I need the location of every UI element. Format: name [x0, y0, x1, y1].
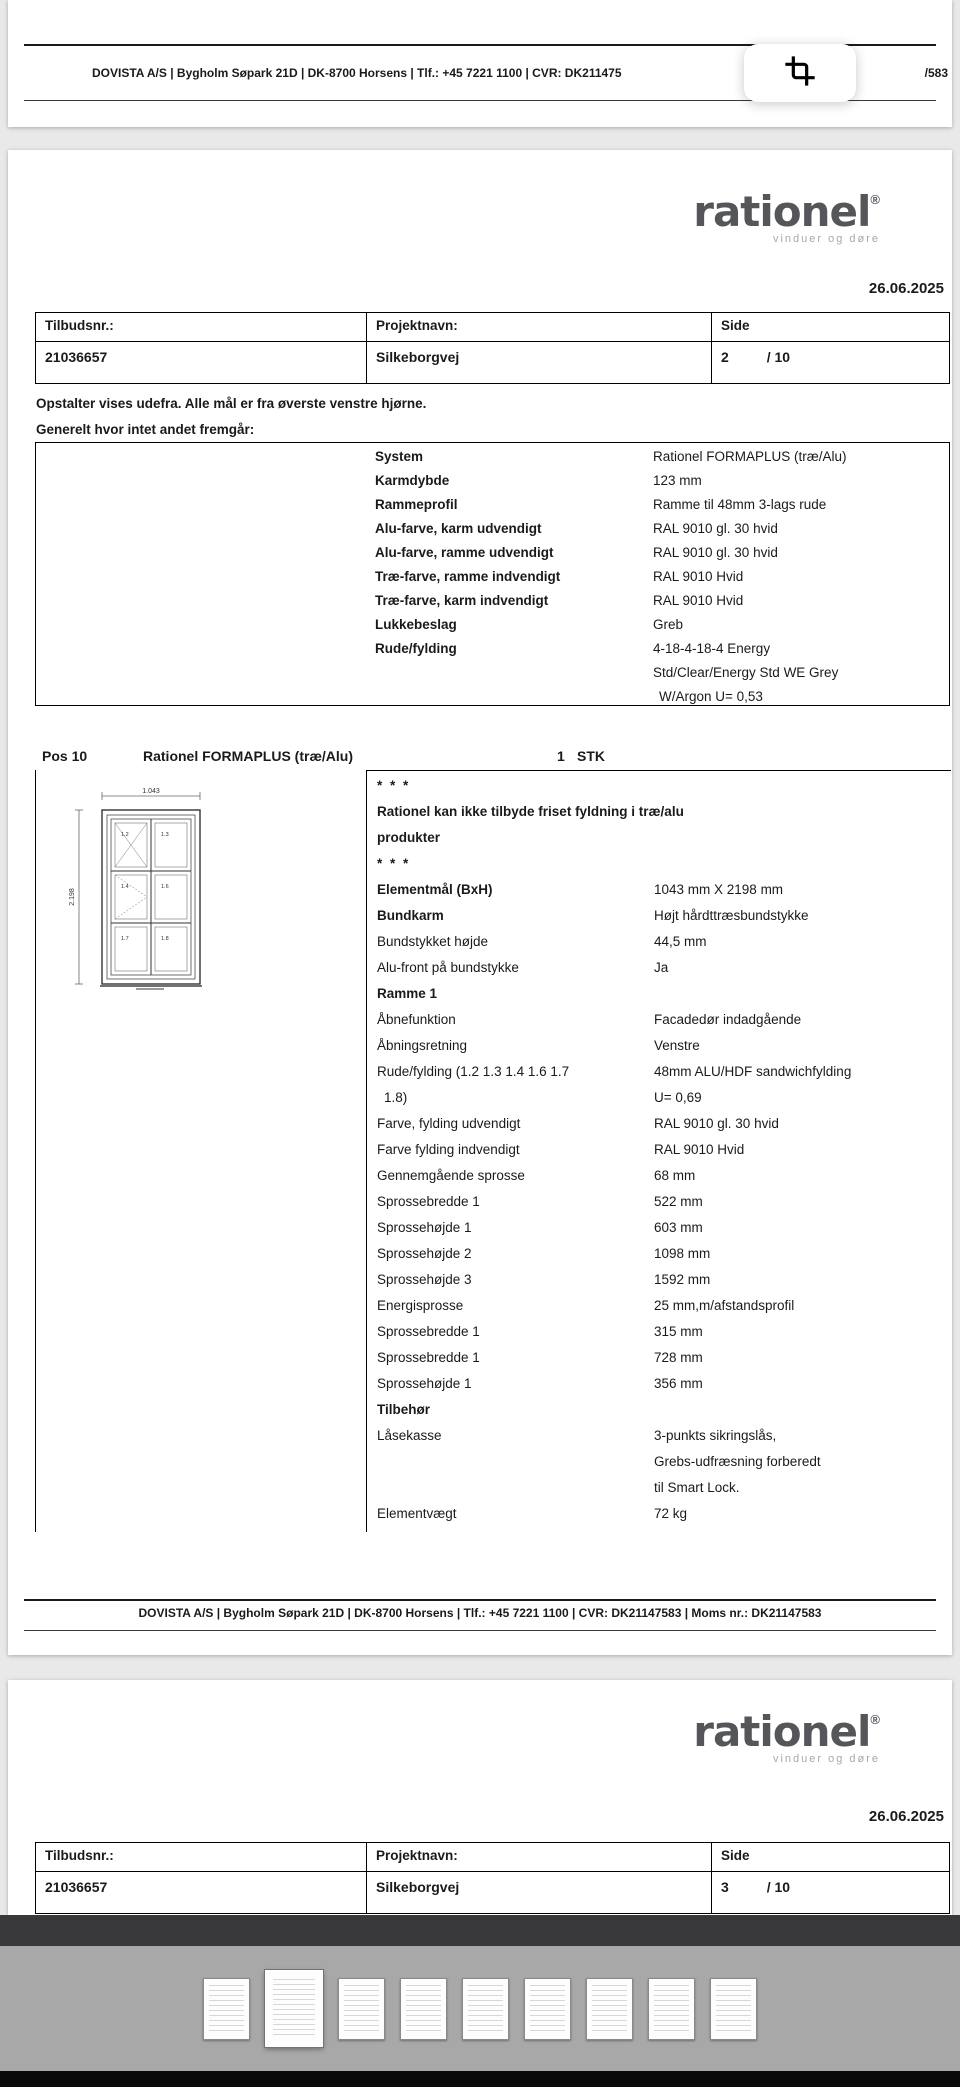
thumbnail-panel-divider	[0, 1915, 960, 1946]
detail-value: Facadedør indadgående	[654, 1012, 802, 1027]
spec-row	[36, 569, 949, 593]
spec-row	[36, 449, 949, 473]
spec-label: Træ-farve, karm indvendigt	[375, 593, 549, 608]
detail-label: Ramme 1	[377, 986, 438, 1001]
label-projektnavn: Projektnavn:	[366, 1843, 711, 1871]
spec-label: Alu-farve, ramme udvendigt	[375, 545, 554, 560]
detail-label: Låsekasse	[377, 1428, 442, 1443]
info-table-header-row	[36, 1843, 949, 1872]
footer-rule-bottom	[24, 1630, 936, 1631]
spec-value: RAL 9010 gl. 30 hvid	[653, 521, 778, 536]
page1-footer-tail: /583	[924, 66, 948, 80]
thumbnail-preview	[530, 1985, 565, 2031]
detail-label: Åbnefunktion	[377, 1012, 456, 1027]
detail-row	[377, 1428, 951, 1454]
warning-line-2: produkter	[377, 830, 441, 845]
thumbnail-page-7[interactable]	[586, 1978, 633, 2040]
spec-row	[36, 641, 949, 665]
label-tilbudsnr: Tilbudsnr.:	[45, 318, 114, 333]
detail-label: Sprossehøjde 2	[377, 1246, 472, 1261]
projektnavn-value: Silkeborgvej	[366, 342, 711, 383]
detail-row	[377, 960, 951, 986]
spec-value: Greb	[653, 617, 684, 632]
detail-label: Sprossehøjde 3	[377, 1272, 472, 1287]
position-header	[8, 748, 952, 770]
info-table-value-row	[36, 1872, 949, 1913]
crop-button[interactable]	[744, 44, 856, 102]
detail-row	[377, 1272, 951, 1298]
pdf-page-2	[8, 150, 952, 1655]
logo-tagline: vinduer og døre	[772, 1752, 880, 1765]
thumbnail-preview	[344, 1985, 379, 2031]
detail-value: 25 mm,m/afstandsprofil	[654, 1298, 795, 1313]
offer-info-table	[35, 312, 950, 384]
document-date: 26.06.2025	[868, 280, 944, 297]
spec-label: Karmdybde	[375, 473, 450, 488]
detail-row	[377, 1064, 951, 1090]
side-page-number: 2	[721, 349, 729, 365]
detail-value: Venstre	[654, 1038, 700, 1053]
pane-label: 1.8	[161, 936, 169, 942]
stars-separator: * * *	[377, 856, 411, 871]
rationel-logo	[693, 1707, 880, 1765]
pane-label: 1.3	[161, 832, 169, 838]
detail-label: Bundstykket højde	[377, 934, 489, 949]
thumbnail-preview	[592, 1985, 627, 2031]
detail-label: Bundkarm	[377, 908, 444, 923]
detail-row	[377, 986, 951, 1012]
drawing-width-label: 1.043	[142, 788, 160, 795]
detail-value: 72 kg	[654, 1506, 688, 1521]
side-value	[711, 1872, 949, 1913]
detail-label: Elementmål (BxH)	[377, 882, 493, 897]
label-projektnavn: Projektnavn:	[366, 313, 711, 341]
detail-value: 48mm ALU/HDF sandwichfylding	[654, 1064, 852, 1079]
thumbnail-page-6[interactable]	[524, 1978, 571, 2040]
pdf-page-3	[8, 1680, 952, 1915]
detail-row	[377, 1038, 951, 1064]
bottom-bar	[0, 2071, 960, 2087]
label-side: Side	[711, 1843, 949, 1871]
spec-value: 123 mm	[653, 473, 702, 488]
detail-value: 728 mm	[654, 1350, 703, 1365]
pane-label: 1.6	[161, 884, 169, 890]
detail-value: U= 0,69	[654, 1090, 702, 1105]
thumbnail-page-5[interactable]	[462, 1978, 509, 2040]
detail-value: 522 mm	[654, 1194, 703, 1209]
side-total: / 10	[766, 349, 791, 365]
drawing-height-label: 2.198	[69, 888, 76, 906]
detail-value: 1098 mm	[654, 1246, 711, 1261]
detail-label: Farve, fylding udvendigt	[377, 1116, 521, 1131]
tilbudsnr-value: 21036657	[45, 349, 108, 365]
detail-row	[377, 1246, 951, 1272]
detail-label: 1.8)	[384, 1090, 408, 1105]
offer-info-table	[35, 1842, 950, 1914]
detail-value: 603 mm	[654, 1220, 703, 1235]
registered-mark: ®	[870, 192, 880, 207]
thumbnail-page-4[interactable]	[400, 1978, 447, 2040]
position-qty: 1	[557, 748, 565, 764]
detail-label: Tilbehør	[377, 1402, 431, 1417]
detail-label: Gennemgående sprosse	[377, 1168, 525, 1183]
side-value	[711, 342, 949, 383]
spec-label: System	[375, 449, 424, 464]
logo-tagline: vinduer og døre	[772, 232, 880, 245]
spec-value: Rationel FORMAPLUS (træ/Alu)	[653, 449, 847, 464]
spec-label: Træ-farve, ramme indvendigt	[375, 569, 561, 584]
detail-row	[377, 1194, 951, 1220]
label-tilbudsnr: Tilbudsnr.:	[45, 1848, 114, 1863]
detail-row	[377, 1350, 951, 1376]
detail-label: Sprossebredde 1	[377, 1324, 480, 1339]
detail-row	[377, 1376, 951, 1402]
detail-value: Grebs-udfræsning forberedt	[654, 1454, 821, 1469]
detail-label: Farve fylding indvendigt	[377, 1142, 520, 1157]
detail-value: RAL 9010 Hvid	[654, 1142, 745, 1157]
position-title: Rationel FORMAPLUS (træ/Alu)	[143, 748, 353, 764]
spec-row	[36, 473, 949, 497]
detail-value: 1043 mm X 2198 mm	[654, 882, 784, 897]
label-side: Side	[711, 313, 949, 341]
detail-value: RAL 9010 gl. 30 hvid	[654, 1116, 779, 1131]
spec-value: W/Argon U= 0,53	[659, 689, 763, 704]
stars-separator: * * *	[377, 778, 411, 793]
detail-label: Elementvægt	[377, 1506, 457, 1521]
spec-row-continuation	[36, 689, 949, 713]
detail-row	[377, 1090, 951, 1116]
spec-value: Std/Clear/Energy Std WE Grey	[653, 665, 839, 680]
spec-value: RAL 9010 gl. 30 hvid	[653, 545, 778, 560]
thumbnail-page-1[interactable]	[203, 1978, 250, 2040]
detail-value: Ja	[654, 960, 669, 975]
spec-value: Ramme til 48mm 3-lags rude	[653, 497, 827, 512]
spec-row	[36, 545, 949, 569]
detail-row	[377, 1298, 951, 1324]
detail-value: 356 mm	[654, 1376, 703, 1391]
registered-mark: ®	[870, 1712, 880, 1727]
detail-value: 315 mm	[654, 1324, 703, 1339]
detail-value: 68 mm	[654, 1168, 696, 1183]
spec-row	[36, 617, 949, 641]
pdf-page-1-bottom	[8, 0, 952, 127]
general-specs-box	[35, 442, 950, 706]
footer-rule-top	[24, 1599, 936, 1601]
projektnavn-value: Silkeborgvej	[366, 1872, 711, 1913]
side-total: / 10	[766, 1879, 791, 1895]
window-drawing	[64, 784, 224, 992]
detail-label	[377, 1454, 654, 1480]
detail-value: til Smart Lock.	[654, 1480, 740, 1495]
position-body	[35, 770, 950, 1532]
pane-label: 1.2	[121, 832, 129, 838]
spec-value: RAL 9010 Hvid	[653, 569, 744, 584]
detail-row	[377, 1116, 951, 1142]
detail-row	[377, 1168, 951, 1194]
detail-label	[377, 1480, 654, 1506]
spec-row	[36, 497, 949, 521]
page-thumbnail-strip	[0, 1946, 960, 2071]
detail-label: Energisprosse	[377, 1298, 464, 1313]
detail-label: Sprossebredde 1	[377, 1194, 480, 1209]
detail-row	[377, 882, 951, 908]
thumbnail-preview	[406, 1985, 441, 2031]
page1-footer-text: DOVISTA A/S | Bygholm Søpark 21D | DK-8700 Horsens | Tlf.: +45 7221 1100 | CVR: DK211475	[92, 66, 622, 80]
spec-row	[36, 593, 949, 617]
thumbnail-preview	[654, 1985, 689, 2031]
detail-label: Alu-front på bundstykke	[377, 960, 519, 975]
position-qty-unit: STK	[577, 748, 605, 764]
position-number: Pos 10	[42, 748, 88, 764]
thumbnail-preview	[716, 1985, 751, 2031]
thumbnail-preview	[273, 1979, 315, 2037]
detail-value: Højt hårdttræsbundstykke	[654, 908, 809, 923]
thumbnail-page-8[interactable]	[648, 1978, 695, 2040]
detail-row	[377, 1454, 951, 1480]
spec-label: Rammeprofil	[375, 497, 458, 512]
rationel-logo	[693, 187, 880, 245]
tilbudsnr-value: 21036657	[45, 1879, 108, 1895]
detail-label: Sprossehøjde 1	[377, 1220, 472, 1235]
detail-value: 3-punkts sikringslås,	[654, 1428, 777, 1443]
detail-label: Sprossebredde 1	[377, 1350, 480, 1365]
detail-row	[377, 1324, 951, 1350]
pane-label: 1.7	[121, 936, 129, 942]
document-date: 26.06.2025	[868, 1808, 944, 1825]
detail-row	[377, 1506, 951, 1532]
thumbnail-page-3[interactable]	[338, 1978, 385, 2040]
detail-row	[377, 1012, 951, 1038]
detail-row	[377, 934, 951, 960]
spec-row-continuation	[36, 665, 949, 689]
spec-label: Lukkebeslag	[375, 617, 457, 632]
spec-value: RAL 9010 Hvid	[653, 593, 744, 608]
detail-value: 44,5 mm	[654, 934, 707, 949]
thumbnail-page-9[interactable]	[710, 1978, 757, 2040]
pane-label: 1.4	[121, 884, 129, 890]
note-generelt: Generelt hvor intet andet fremgår:	[36, 422, 255, 437]
position-details	[366, 770, 951, 1532]
spec-label: Rude/fylding	[375, 641, 457, 656]
detail-row	[377, 1220, 951, 1246]
logo-wordmark: rationel	[693, 187, 871, 236]
detail-row	[377, 1142, 951, 1168]
detail-label: Åbningsretning	[377, 1038, 468, 1053]
spec-value: 4-18-4-18-4 Energy	[653, 641, 771, 656]
detail-label: Sprossehøjde 1	[377, 1376, 472, 1391]
thumbnail-page-2-active[interactable]	[265, 1970, 323, 2047]
crop-icon	[784, 55, 816, 92]
spec-label: Alu-farve, karm udvendigt	[375, 521, 542, 536]
info-table-header-row	[36, 313, 949, 342]
note-opstalter: Opstalter vises udefra. Alle mål er fra øverste venstre hjørne.	[36, 396, 427, 411]
thumbnail-preview	[468, 1985, 503, 2031]
logo-wordmark: rationel	[693, 1707, 871, 1756]
detail-label: Rude/fylding (1.2 1.3 1.4 1.6 1.7	[377, 1064, 570, 1079]
detail-row	[377, 1402, 951, 1428]
side-page-number: 3	[721, 1879, 729, 1895]
thumbnail-preview	[209, 1985, 244, 2031]
info-table-value-row	[36, 342, 949, 383]
spec-row	[36, 521, 949, 545]
detail-value: 1592 mm	[654, 1272, 711, 1287]
detail-row	[377, 1480, 951, 1506]
warning-line-1: Rationel kan ikke tilbyde friset fyldning i træ/alu	[377, 804, 684, 819]
page2-footer: DOVISTA A/S | Bygholm Søpark 21D | DK-8700 Horsens | Tlf.: +45 7221 1100 | CVR: DK21147583 | Moms nr.: DK21147583	[138, 1606, 822, 1620]
detail-row	[377, 908, 951, 934]
